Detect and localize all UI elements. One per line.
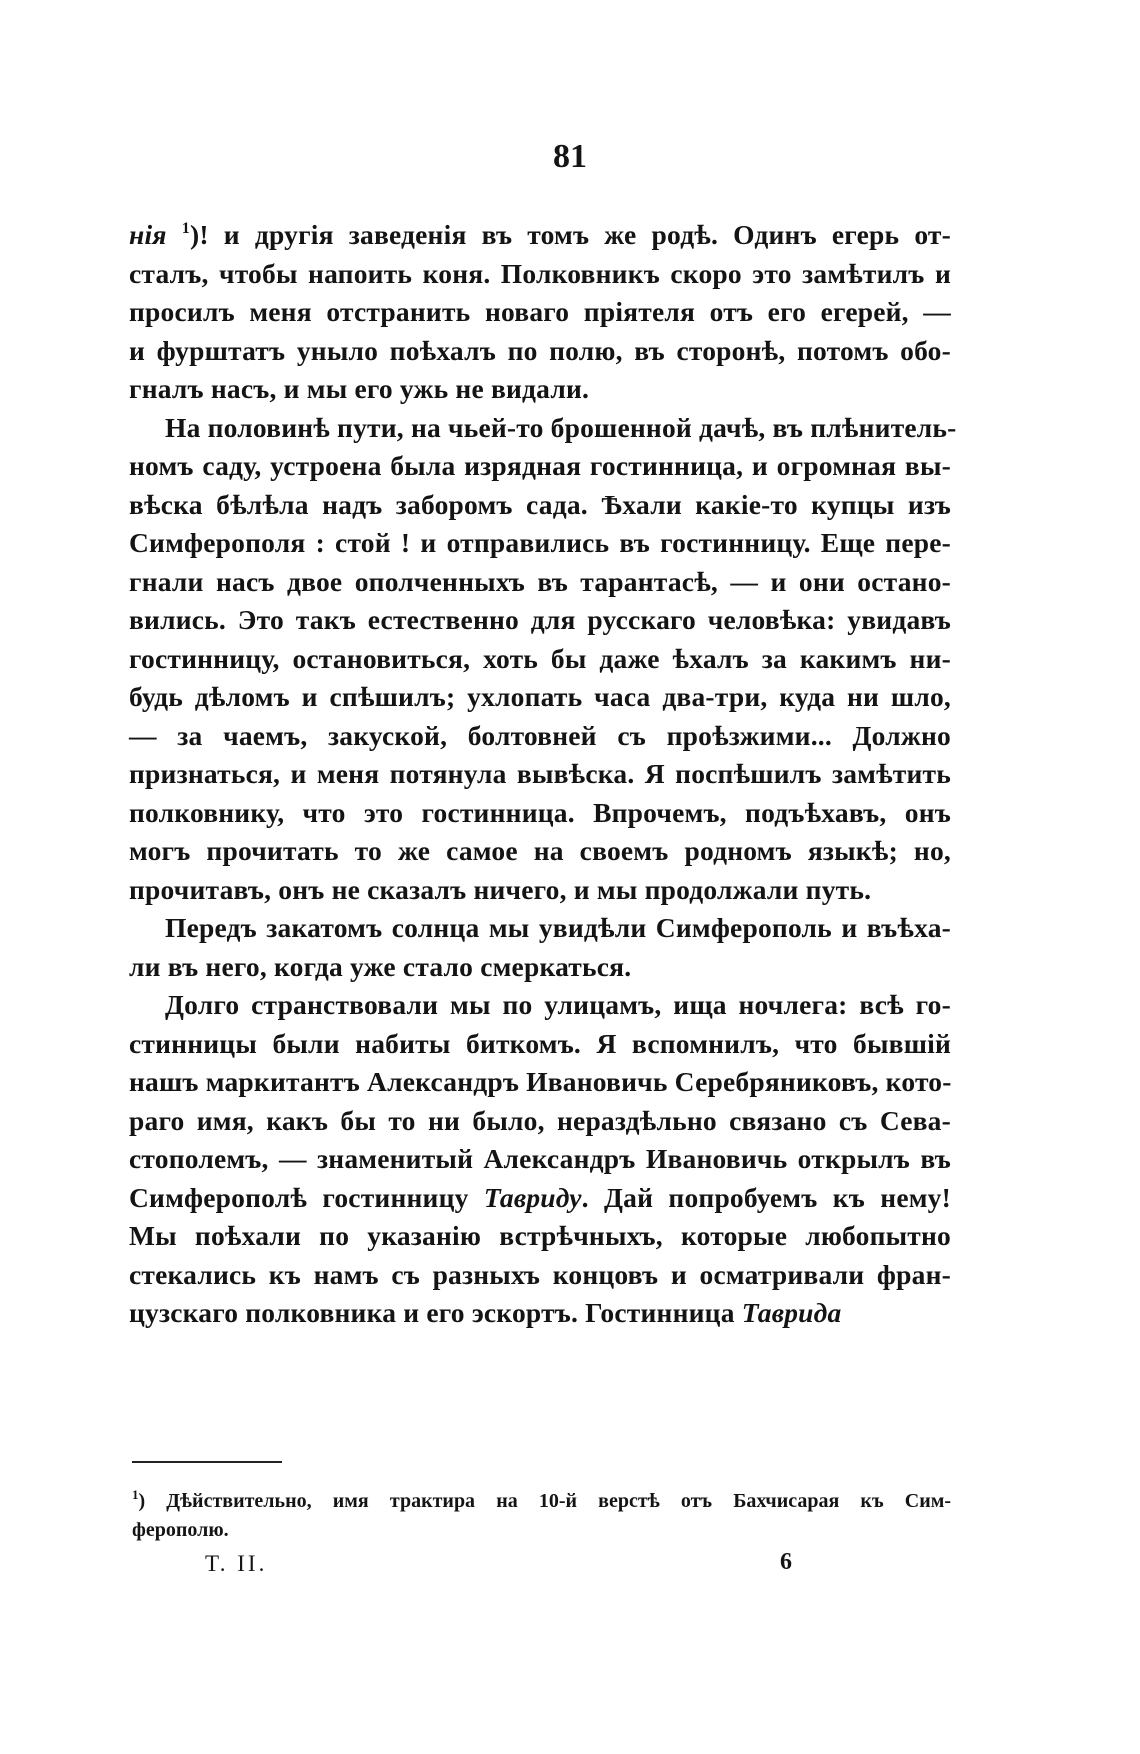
- line-text: гналъ насъ, и мы его ужь не видали.: [129, 373, 590, 404]
- text-line: [129, 1025, 951, 1064]
- text-line: [129, 1256, 951, 1295]
- line-text: просилъ меня отстранить новаго пріятеля отъ его егерей, —: [129, 296, 951, 327]
- text-line: [129, 255, 951, 294]
- line-text: сталъ, чтобы напоить коня. Полковникъ скоро это замѣтилъ и: [129, 257, 951, 289]
- italic-fragment: Тавриду: [483, 1181, 582, 1213]
- page-number: 81: [553, 138, 587, 175]
- text-line: [129, 909, 951, 948]
- line-text: На половинѣ пути, на чьей-то брошенной дачѣ, въ плѣнитель-: [165, 411, 957, 443]
- line-text: раго имя, какъ бы то ни было, нераздѣльно связано съ Сева-: [129, 1104, 951, 1136]
- line-text: гнали насъ двое ополченныхъ въ тарантасѣ, — и они остано-: [129, 565, 951, 597]
- text-line: [129, 640, 951, 679]
- text-line: [129, 486, 951, 525]
- line-text: номъ саду, устроена была изрядная гостинница, и огромная вы-: [129, 450, 951, 481]
- paragraph: [129, 909, 951, 986]
- line-text: Симферополя : стой ! и отправились въ гостинницу. Еще пере-: [129, 527, 951, 558]
- line-text: )! и другія заведенія въ томъ же родѣ. Одинъ егерь от-: [189, 219, 951, 250]
- line-text: признаться, и меня потянула вывѣска. Я поспѣшилъ замѣтить: [129, 758, 951, 789]
- footnote-text: ) Дѣйствительно, имя трактира на 10-й верстѣ отъ Бахчисарая къ Сим-: [138, 1490, 951, 1512]
- line-text: Мы поѣхали по указанію встрѣчныхъ, которые любопытно: [129, 1220, 951, 1251]
- footnote: [132, 1480, 951, 1545]
- footnote-divider: [132, 1461, 282, 1463]
- text-line: [129, 524, 951, 563]
- line-text: . Дай попробуемъ къ нему!: [581, 1181, 951, 1213]
- line-text: стекались къ намъ съ разныхъ концовъ и осматривали фран-: [129, 1258, 951, 1290]
- italic-fragment: Таврида: [741, 1297, 842, 1328]
- text-line: [129, 1217, 951, 1256]
- text-line: [129, 717, 951, 756]
- line-text: и фурштатъ уныло поѣхалъ по полю, въ сторонѣ, потомъ обо-: [129, 334, 951, 366]
- text-line: [129, 409, 957, 448]
- footnote-marker: 1: [132, 1487, 139, 1502]
- body-text: [129, 210, 957, 1333]
- line-text: Долго странствовали мы по улицамъ, ища ночлега: всѣ го-: [165, 989, 951, 1020]
- line-text: стополемъ, — знаменитый Александръ Ивановичь открылъ въ: [129, 1143, 951, 1174]
- line-text: Симферополѣ гостинницу: [129, 1181, 484, 1213]
- text-line: [129, 210, 951, 255]
- text-line: [129, 948, 951, 987]
- text-line: [129, 563, 951, 602]
- footnote-text: ферополю.: [132, 1519, 229, 1541]
- line-text: цузскаго полковника и его эскортъ. Гостинница: [129, 1297, 742, 1328]
- line-text: полковнику, что это гостинница. Впрочемъ, подъѣхавъ, онъ: [129, 796, 951, 828]
- footnote-marker: 1: [181, 220, 190, 237]
- paragraph: [129, 986, 951, 1333]
- text-line: [129, 986, 951, 1025]
- text-line: [129, 755, 951, 794]
- text-line: [129, 370, 951, 409]
- italic-fragment: нія: [129, 219, 167, 250]
- line-text: могъ прочитать то же самое на своемъ родномъ языкѣ; но,: [129, 835, 951, 866]
- text-line: [129, 871, 951, 910]
- sheet-signature: 6: [780, 1549, 792, 1575]
- footnote-line: [132, 1480, 951, 1516]
- line-text: гостинницу, остановиться, хоть бы даже ѣхалъ за какимъ ни-: [129, 642, 951, 674]
- text-line: [129, 794, 951, 833]
- text-line: [129, 1063, 951, 1102]
- line-text: будь дѣломъ и спѣшилъ; ухлопать часа два-три, куда ни шло,: [129, 681, 951, 712]
- text-line: [129, 1140, 951, 1179]
- line-text: стинницы были набиты биткомъ. Я вспомнилъ, что бывшій: [129, 1027, 951, 1059]
- footnote-line: [132, 1516, 951, 1545]
- text-line: [129, 332, 951, 371]
- text-line: [129, 1102, 951, 1141]
- line-text: нашъ маркитантъ Александръ Ивановичь Серебряниковъ, кото-: [129, 1066, 952, 1097]
- line-text: Передъ закатомъ солнца мы увидѣли Симферополь и въѣха-: [165, 912, 951, 943]
- text-line: [129, 601, 951, 640]
- line-text: ли въ него, когда уже стало смеркаться.: [129, 950, 632, 982]
- paragraph: [129, 409, 957, 910]
- text-line: [129, 1294, 951, 1333]
- text-line: [129, 1179, 951, 1218]
- text-line: [129, 678, 951, 717]
- text-line: [129, 447, 951, 486]
- line-text: прочитавъ, онъ не сказалъ ничего, и мы продолжали путь.: [129, 873, 872, 905]
- paragraph: [129, 210, 951, 409]
- text-line: [129, 293, 951, 332]
- line-text: вились. Это такъ естественно для русскаго человѣка: увидавъ: [129, 604, 951, 635]
- line-text: — за чаемъ, закуской, болтовней съ проѣзжими... Должно: [129, 719, 951, 751]
- volume-signature: Т. II.: [205, 1551, 268, 1576]
- text-line: [129, 832, 951, 871]
- line-text: вѣска бѣлѣла надъ заборомъ сада. Ѣхали какіе-то купцы изъ: [129, 488, 951, 520]
